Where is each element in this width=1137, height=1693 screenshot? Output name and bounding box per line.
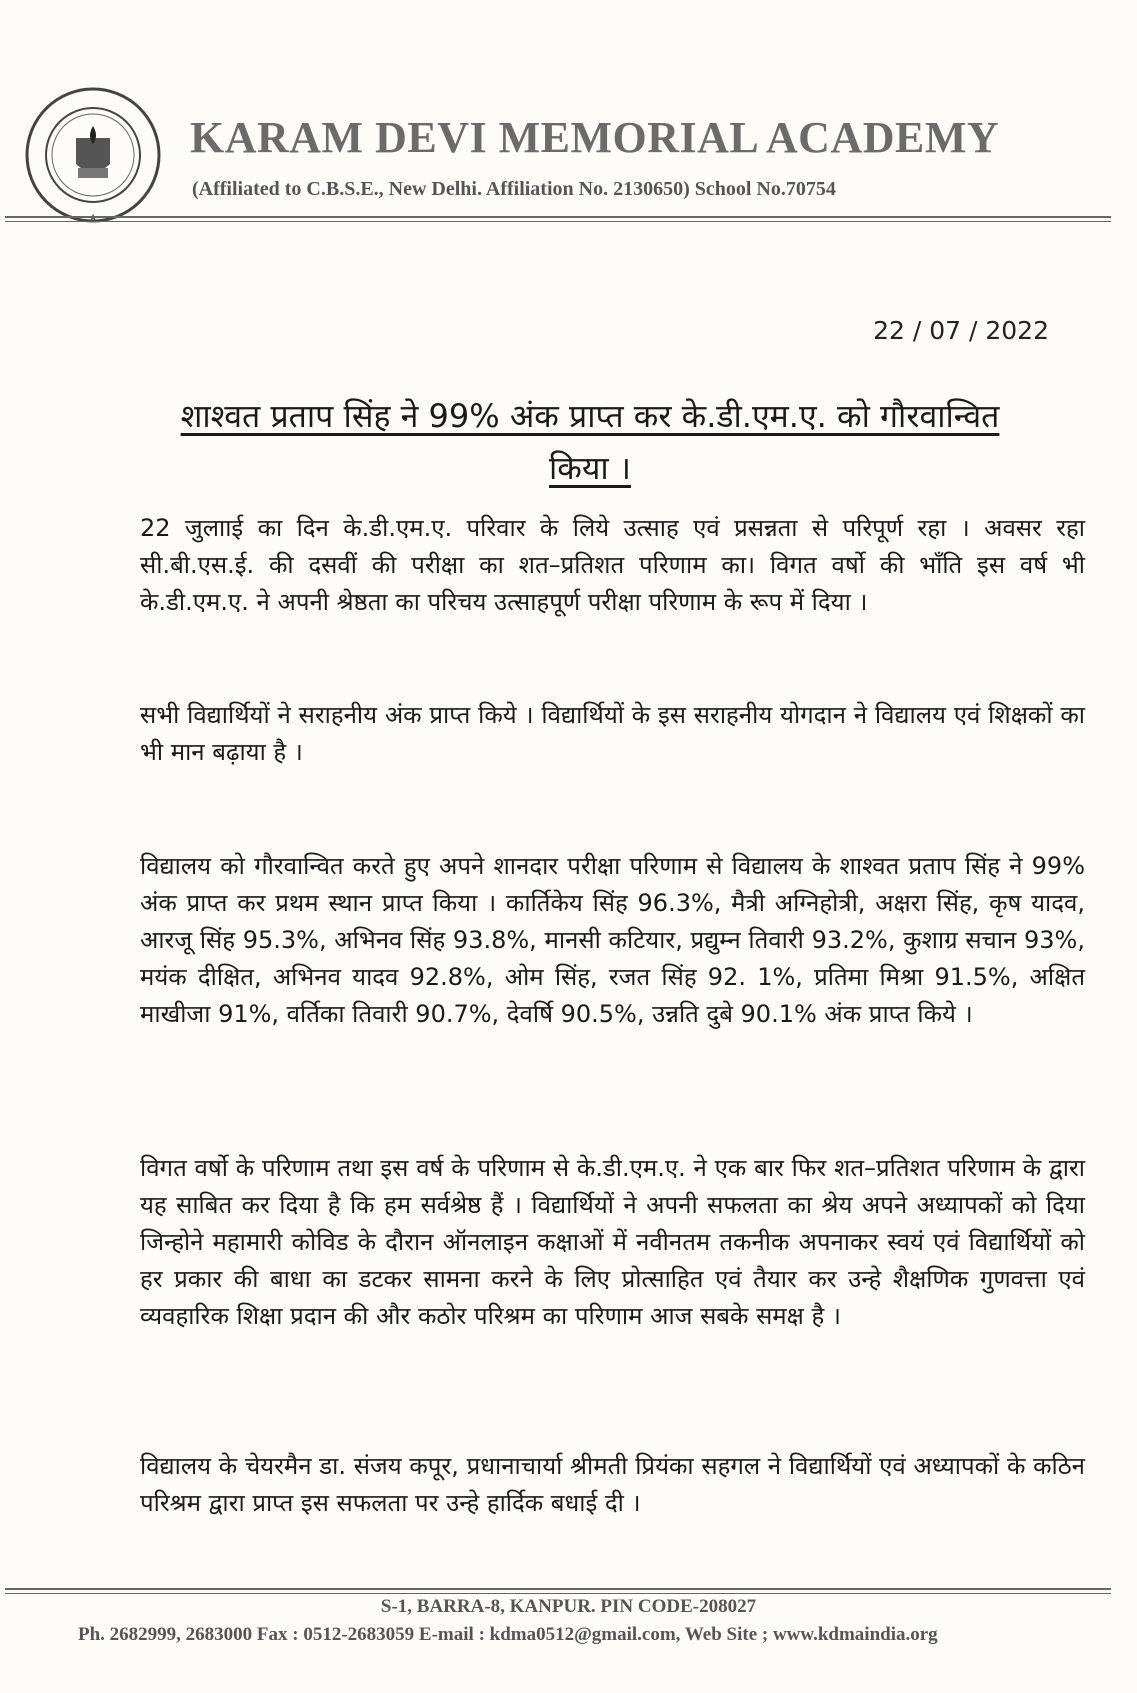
- paragraph-5: विद्यालय के चेयरमैन डा. संजय कपूर, प्रधानाचार्या श्रीमती प्रियंका सहगल ने विद्यार्थियों एवं अध्यापकों के कठिन परिश्रम द्वारा प्राप्त इस सफलता पर उन्हे हार्दिक बधाई दी ।: [140, 1452, 1085, 1517]
- letter-date: 22 / 07 / 2022: [873, 316, 1049, 345]
- school-name: KARAM DEVI MEMORIAL ACADEMY: [190, 113, 1000, 162]
- footer-contact: Ph. 2682999, 2683000 Fax : 0512-2683059 E-mail : kdma0512@gmail.com, Web Site ; www.kdmaindia.org: [78, 1624, 938, 1645]
- paragraph-2: सभी विद्यार्थियों ने सराहनीय अंक प्राप्त किये । विद्यार्थियों के इस सराहनीय योगदान ने विद्यालय एवं शिक्षकों का भी मान बढ़ाया है ।: [140, 701, 1085, 766]
- paragraph-1: 22 जुलााई का दिन के.डी.एम.ए. परिवार के लिये उत्साह एवं प्रसन्नता से परिपूर्ण रहा । अवसर रहा सी.बी.एस.ई. की दसवीं की परीक्षा का शत–प्रतिशत परिणाम का। विगत वर्षो की भाँति इस वर्ष भी के.डी.एम.ए. ने अपनी श्रेष्ठता का परिचय उत्साहपूर्ण परीक्षा परिणाम के रूप में दिया ।: [140, 514, 1085, 616]
- svg-text:★: ★: [88, 213, 98, 223]
- header-divider-thin: [5, 221, 1111, 222]
- footer-divider-thin: [5, 1593, 1111, 1594]
- header-divider: [5, 216, 1111, 218]
- paragraph-3: विद्यालय को गौरवान्वित करते हुए अपने शानदार परीक्षा परिणाम से विद्यालय के शाश्वत प्रताप सिंह ने 99% अंक प्राप्त कर प्रथम स्थान प्राप्त किया । कार्तिकेय सिंह 96.3%, मैत्री अग्निहोत्री, अक्षरा सिंह, कृष यादव, आरजू सिंह 95.3%, अभिनव सिंह 93.8%, मानसी कटियार, प्रद्युम्न तिवारी 93.2%, कुशाग्र सचान 93%, मयंक दीक्षित, अभिनव यादव 92.8%, ओम सिंह, रजत सिंह 92. 1%, प्रतिमा मिश्रा 91.5%, अक्षित माखीजा 91%, वर्तिका तिवारी 90.7%, देवर्षि 90.5%, उन्नति दुबे 90.1% अंक प्राप्त किये ।: [140, 852, 1085, 1028]
- affiliation-line: (Affiliated to C.B.S.E., New Delhi. Affiliation No. 2130650) School No.70754: [192, 178, 836, 200]
- footer-address: S-1, BARRA-8, KANPUR. PIN CODE-208027: [380, 1596, 757, 1617]
- footer-divider: [5, 1588, 1111, 1590]
- paragraph-4: विगत वर्षो के परिणाम तथा इस वर्ष के परिणाम से के.डी.एम.ए. ने एक बार फिर शत–प्रतिशत परिणाम के द्वारा यह साबित कर दिया है कि हम सर्वश्रेष्ठ हैं । विद्यार्थियों ने अपनी सफलता का श्रेय अपने अध्यापकों को दिया जिन्होने महामारी कोविड के दौरान ऑनलाइन कक्षाओं में नवीनतम तकनीक अपनाकर स्वयं एवं विद्यार्थियों को हर प्रकार की बाधा का डटकर सामना करने के लिए प्रोत्साहित एवं तैयार कर उन्हे शैक्षणिक गुणवत्ता एवं व्यवहारिक शिक्षा प्रदान की और कठोर परिश्रम का परिणाम आज सबके समक्ष है ।: [140, 1154, 1085, 1330]
- headline: शाश्वत प्रताप सिंह ने 99% अंक प्राप्त कर के.डी.एम.ए. को गौरवान्वित किया ।: [180, 397, 1000, 487]
- school-logo: [18, 80, 168, 230]
